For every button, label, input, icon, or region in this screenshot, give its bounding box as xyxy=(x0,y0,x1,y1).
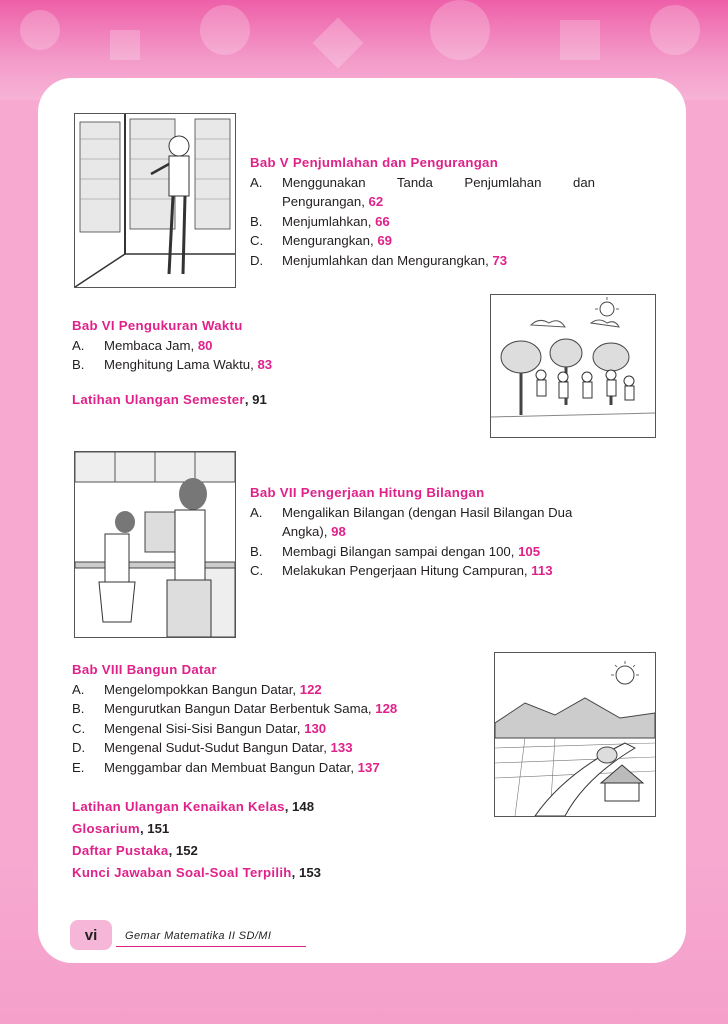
toc-latihan-kenaikan[interactable]: Latihan Ulangan Kenaikan Kelas, 148 xyxy=(72,799,315,814)
book-title: Gemar Matematika II SD/MI xyxy=(125,930,272,942)
page-number-badge: vi xyxy=(70,920,112,950)
toc-item[interactable]: C. Mengurangkan, 69 xyxy=(250,233,392,248)
toc-item[interactable]: E. Menggambar dan Membuat Bangun Datar, 137 xyxy=(72,759,380,775)
toc-item[interactable]: B. Menjumlahkan, 66 xyxy=(250,213,390,229)
toc-item[interactable]: B. Menghitung Lama Waktu, 83 xyxy=(72,357,273,372)
page-number: 133 xyxy=(330,740,353,755)
footer-divider xyxy=(116,946,306,947)
page-number: 122 xyxy=(299,681,322,697)
page-number: 105 xyxy=(518,543,541,559)
page-number: 62 xyxy=(368,194,384,209)
toc-glosarium[interactable]: Glosarium, 151 xyxy=(72,821,170,836)
page-number: 128 xyxy=(375,701,398,716)
toc-extras xyxy=(72,796,472,884)
toc-bab-5 xyxy=(250,153,595,270)
chapter-title: Bab V Penjumlahan dan Pengurangan xyxy=(250,155,499,170)
toc-item[interactable]: B. Membagi Bilangan sampai dengan 100, 105 xyxy=(250,543,541,559)
boy-calendar-illustration xyxy=(74,113,236,288)
page-number: 73 xyxy=(492,252,508,268)
toc-item[interactable]: A. Mengelompokkan Bangun Datar, 122 xyxy=(72,681,322,697)
kids-park-illustration xyxy=(490,294,656,438)
page-number: 113 xyxy=(531,563,553,578)
toc-item-cont: Pengurangan, 62 xyxy=(282,194,384,209)
page-number: 130 xyxy=(304,720,327,736)
page-number: 83 xyxy=(257,357,273,372)
toc-item[interactable]: A. Mengalikan Bilangan (dengan Hasil Bilangan Dua xyxy=(250,504,573,520)
chapter-title: Bab VI Pengukuran Waktu xyxy=(72,318,243,333)
page-number: 69 xyxy=(377,233,392,248)
toc-bab-6 xyxy=(72,316,372,409)
kitchen-illustration xyxy=(74,451,236,638)
toc-item[interactable]: C. Melakukan Pengerjaan Hitung Campuran, 113 xyxy=(250,563,553,578)
page-number: 80 xyxy=(197,337,213,353)
page-number: 137 xyxy=(357,759,380,775)
toc-item[interactable]: D. Mengenal Sudut-Sudut Bangun Datar, 133 xyxy=(72,740,353,755)
toc-item[interactable]: A. Menggunakan Tanda Penjumlahan dan xyxy=(250,174,595,190)
toc-item-cont: Angka), 98 xyxy=(282,524,346,539)
toc-kunci-jawaban[interactable]: Kunci Jawaban Soal-Soal Terpilih, 153 xyxy=(72,865,322,880)
toc-bab-7 xyxy=(250,483,630,581)
page-number: 66 xyxy=(375,213,390,229)
toc-item[interactable]: C. Mengenal Sisi-Sisi Bangun Datar, 130 xyxy=(72,720,327,736)
toc-daftar-pustaka[interactable]: Daftar Pustaka, 152 xyxy=(72,843,198,858)
landscape-illustration xyxy=(494,652,656,817)
toc-latihan-semester[interactable]: Latihan Ulangan Semester, 91 xyxy=(72,391,267,407)
toc-bab-8 xyxy=(72,660,472,777)
toc-item[interactable]: B. Mengurutkan Bangun Datar Berbentuk Sama, 128 xyxy=(72,701,398,716)
page-number: 98 xyxy=(331,524,346,539)
toc-item[interactable]: A. Membaca Jam, 80 xyxy=(72,337,213,353)
chapter-title: Bab VII Pengerjaan Hitung Bilangan xyxy=(250,485,485,500)
toc-item[interactable]: D. Menjumlahkan dan Mengurangkan, 73 xyxy=(250,252,508,268)
chapter-title: Bab VIII Bangun Datar xyxy=(72,662,217,677)
